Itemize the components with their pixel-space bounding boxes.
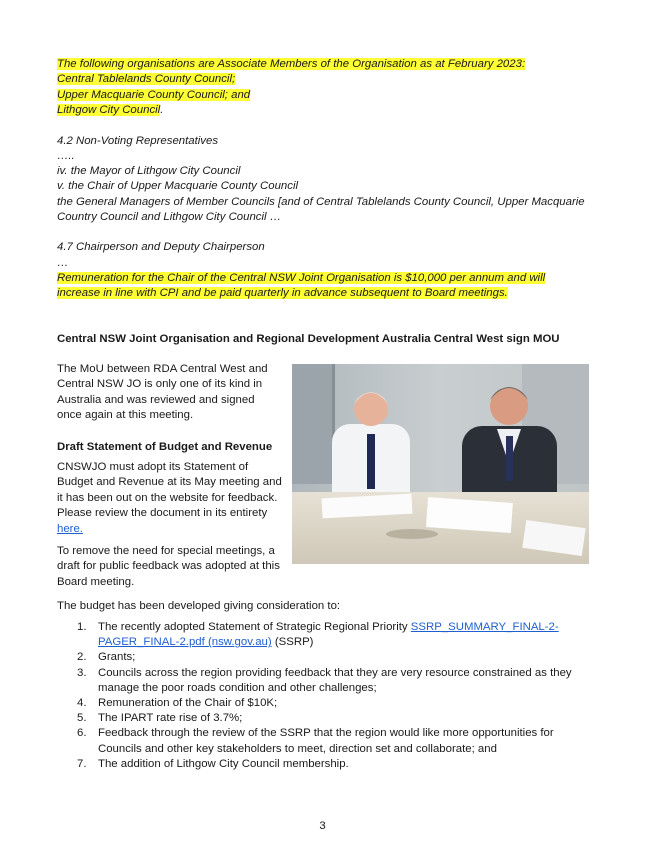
budget-special: To remove the need for special meetings, a draft for public feedback was adopted at this Board meeting. [57,545,280,588]
list-item: 2. Grants; [77,651,136,664]
list-item: 4. Remuneration of the Chair of $10K; [77,697,278,710]
mou-body-text: The MoU between RDA Central West and Central NSW JO is only one of its kind in Australia and was reviewed and signed once again at this meeting. [57,363,268,422]
list-item: 5. The IPART rate rise of 3.7%; [77,712,243,725]
budget-considerations-list [57,620,587,772]
associate-end-punct: . [160,104,164,116]
mou-body [57,362,282,424]
associate-member: Lithgow City Council. [57,104,164,116]
associate-member: Upper Macquarie County Council; and [57,89,251,101]
list-item: 1. The recently adopted Statement of Strategic Regional Priority SSRP_SUMMARY_FINAL-2-PAGER_FINAL-2.pdf (nsw.gov.au) (SSRP) [77,621,559,649]
here-link[interactable]: here. [57,522,83,535]
mou-signing-photo [292,364,589,564]
budget-intro: The budget has been developed giving consideration to: [57,600,341,612]
nonvoting-gm-line: Country Council and Lithgow City Council … [57,211,282,223]
budget-heading: Draft Statement of Budget and Revenue [57,441,273,453]
list-item: 7. The addition of Lithgow City Council membership. [77,757,349,770]
mou-heading: Central NSW Joint Organisation and Regional Development Australia Central West sign MOU [57,333,560,345]
nonvoting-gm-line: the General Managers of Member Councils [and of Central Tablelands County Council, Upper Macquarie [57,196,585,208]
nonvoting-heading: 4.2 Non-Voting Representatives [57,135,219,147]
associate-intro: The following organisations are Associate Members of the Organisation as at February 2023: [57,58,526,70]
remuneration-line: increase in line with CPI and be paid quarterly in advance subsequent to Board meetings. [57,287,508,299]
nonvoting-item: v. the Chair of Upper Macquarie County Council [57,180,299,192]
page-number: 3 [319,820,326,832]
ssrp-link[interactable]: SSRP_SUMMARY_FINAL-2-PAGER_FINAL-2.pdf (nsw.gov.au) [98,621,559,649]
associate-member: Central Tablelands County Council; [57,73,236,85]
list-item: 6. Feedback through the review of the SSRP that the region would like more opportunities for Councils and other key stakeholders to meet, direction set and collaborate; and [77,727,554,755]
budget-body [57,460,282,537]
budget-body-text: CNSWJO must adopt its Statement of Budget and Revenue at its May meeting and it has been out on the website for feedback. Please review the document in its entirety here. [57,461,282,535]
chair-heading: 4.7 Chairperson and Deputy Chairperson [57,241,265,253]
nonvoting-item: iv. the Mayor of Lithgow City Council [57,165,241,177]
remuneration-line: Remuneration for the Chair of the Central NSW Joint Organisation is $10,000 per annum and will [57,272,546,284]
nonvoting-ellipsis: ….. [57,150,75,162]
chair-ellipsis: … [57,257,69,269]
list-item: 3. Councils across the region providing feedback that they are very resource constrained as they manage the poor roads condition and other challenges; [77,666,572,694]
